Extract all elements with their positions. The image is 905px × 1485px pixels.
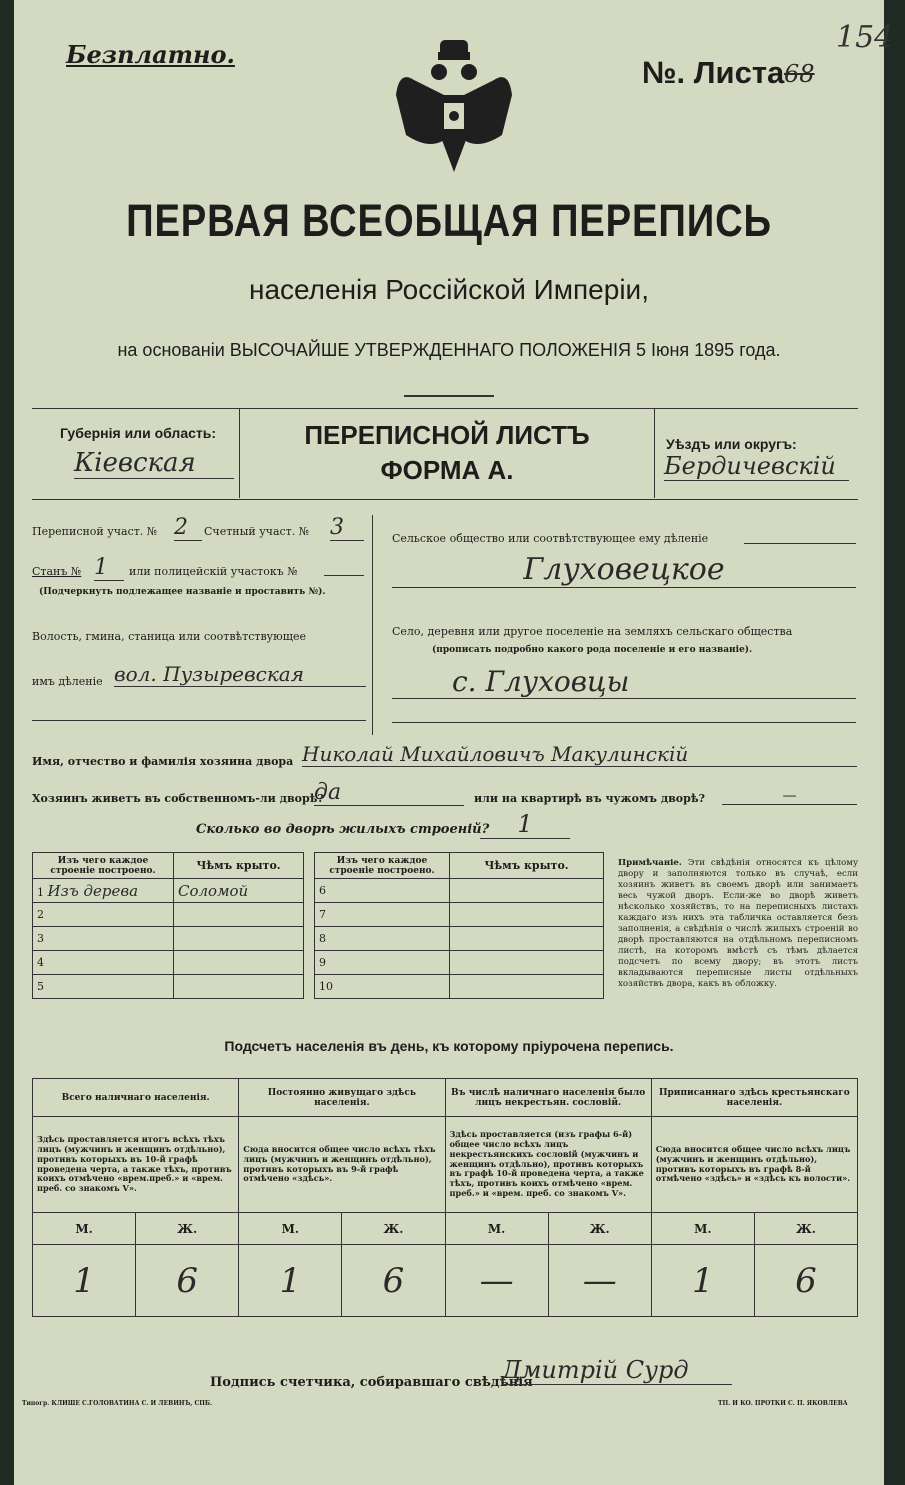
column-header: Всего наличнаго населенія. bbox=[33, 1079, 239, 1117]
main-title: ПЕРВАЯ ВСЕОБЩАЯ ПЕРЕПИСЬ bbox=[126, 195, 772, 246]
buildings-value: 1 bbox=[480, 810, 570, 839]
male-count: 1 bbox=[239, 1245, 342, 1317]
signature-value: Дмитрій Сурд bbox=[502, 1356, 732, 1385]
female-label: Ж. bbox=[136, 1213, 239, 1245]
stan-label: Станъ № bbox=[32, 565, 82, 578]
table-row: 5 bbox=[33, 975, 174, 999]
sheet-number-label: №. Листа bbox=[642, 55, 785, 90]
table-row: 10 bbox=[315, 975, 450, 999]
police-label: или полицейскій участокъ № bbox=[129, 565, 298, 578]
volost-label: Волость, гмина, станица или соотвѣтствующее bbox=[32, 630, 306, 643]
count-area-label: Счетный участ. № bbox=[204, 525, 310, 538]
owner-name-value: Николай Михайловичъ Макулинскій bbox=[302, 742, 857, 767]
printer-left: Типогр. КЛИШЕ С.ГОЛОВАТИНА С. И ЛЕВИНЪ, СПБ. bbox=[22, 1400, 213, 1407]
roof-cell: Соломой bbox=[174, 879, 304, 903]
male-label: М. bbox=[651, 1213, 754, 1245]
table-row: 7 bbox=[315, 903, 450, 927]
census-area-label: Переписной участ. № bbox=[32, 525, 158, 538]
village-value: с. Глуховцы bbox=[392, 665, 856, 699]
table-row: 9 bbox=[315, 951, 450, 975]
legal-basis: на основаніи ВЫСОЧАЙШЕ УТВЕРЖДЕННАГО ПОЛОЖЕНІЯ 5 Іюня 1895 года. bbox=[117, 340, 781, 360]
table-row: 4 bbox=[33, 951, 174, 975]
form-subtitle: ФОРМА А. bbox=[380, 455, 514, 485]
buildings-label: Сколько во дворѣ жилыхъ строеній? bbox=[196, 822, 490, 837]
census-area-value: 2 bbox=[174, 515, 202, 541]
gubernia-value: Кіевская bbox=[74, 448, 234, 479]
roof-cell bbox=[174, 903, 304, 927]
male-label: М. bbox=[33, 1213, 136, 1245]
female-label: Ж. bbox=[754, 1213, 857, 1245]
female-count: 6 bbox=[342, 1245, 445, 1317]
own-yard-value: да bbox=[314, 780, 464, 806]
material-header: Изъ чего каждое строеніе построено. bbox=[315, 853, 450, 879]
female-count: — bbox=[548, 1245, 651, 1317]
roof-cell bbox=[450, 975, 604, 999]
village-label: Село, деревня или другое поселеніе на земляхъ сельскаго общества bbox=[392, 625, 793, 638]
society-label: Сельское общество или соотвѣтствующее ему дѣленіе bbox=[392, 532, 709, 545]
population-title: Подсчетъ населенія въ день, къ которому пріурочена перепись. bbox=[224, 1038, 674, 1054]
signature-label: Подпись счетчика, собиравшаго свѣдѣнія bbox=[210, 1375, 533, 1390]
uezd-value: Бердичевскій bbox=[664, 452, 849, 481]
count-area-value: 3 bbox=[330, 515, 364, 541]
column-divider bbox=[372, 515, 373, 735]
male-count: 1 bbox=[33, 1245, 136, 1317]
police-value-line bbox=[324, 575, 364, 576]
society-value: Глуховецкое bbox=[392, 552, 856, 588]
roof-header: Чѣмъ крыто. bbox=[174, 853, 304, 879]
sheet-number-value: 68 bbox=[784, 60, 815, 88]
printer-right: ТП. И КО. ПРОТКИ С. П. ЯКОВЛЕВА bbox=[718, 1400, 848, 1407]
rent-label: или на квартирѣ въ чужомъ дворѣ? bbox=[474, 792, 705, 805]
blank-line bbox=[32, 720, 366, 721]
rent-value: — bbox=[722, 788, 857, 805]
male-label: М. bbox=[445, 1213, 548, 1245]
female-label: Ж. bbox=[548, 1213, 651, 1245]
free-label: Безплатно. bbox=[66, 40, 235, 69]
table-row: 3 bbox=[33, 927, 174, 951]
population-table bbox=[32, 1078, 858, 1317]
table-row: 2 bbox=[33, 903, 174, 927]
roof-cell bbox=[450, 927, 604, 951]
male-count: 1 bbox=[651, 1245, 754, 1317]
female-count: 6 bbox=[754, 1245, 857, 1317]
column-desc: Здѣсь проставляется итогъ всѣхъ тѣхъ лицъ (мужчинъ и женщинъ отдѣльно), противъ которыхъ въ 10-й графѣ проведена черта, а также тѣхъ, противъ коихъ отмѣчено «врем.преб.» и «врем. преб. со знакомъ V». bbox=[33, 1117, 239, 1213]
roof-cell bbox=[450, 903, 604, 927]
female-count: 6 bbox=[136, 1245, 239, 1317]
roof-cell bbox=[174, 975, 304, 999]
female-label: Ж. bbox=[342, 1213, 445, 1245]
male-label: М. bbox=[239, 1213, 342, 1245]
owner-name-label: Имя, отчество и фамилія хозяина двора bbox=[32, 755, 294, 768]
column-header: Въ числѣ наличнаго населенія было лицъ некрестьян. сословій. bbox=[445, 1079, 651, 1117]
column-header: Приписаннаго здѣсь крестьянскаго населенія. bbox=[651, 1079, 857, 1117]
column-desc: Сюда вносится общее число всѣхъ лицъ (мужчинъ и женщинъ отдѣльно), противъ которыхъ въ графѣ 8-й отмѣчено «здѣсь» и «здѣсь къ волости». bbox=[651, 1117, 857, 1213]
table-row: 8 bbox=[315, 927, 450, 951]
roof-cell bbox=[174, 927, 304, 951]
male-count: — bbox=[445, 1245, 548, 1317]
note-block bbox=[618, 858, 858, 990]
column-header: Постоянно живущаго здѣсь населенія. bbox=[239, 1079, 445, 1117]
subtitle: населенія Россійской Имперіи, bbox=[249, 274, 649, 305]
column-desc: Сюда вносится общее число всѣхъ тѣхъ лицъ (мужчинъ и женщинъ отдѣльно), противъ которыхъ въ 9-й графѣ отмѣчено «здѣсь». bbox=[239, 1117, 445, 1213]
note-title: Примѣчаніе. bbox=[618, 858, 682, 868]
table-row: 6 bbox=[315, 879, 450, 903]
page-number-value: 154 bbox=[836, 20, 894, 55]
underline-note: (Подчеркнуть подлежащее названіе и проставить №). bbox=[39, 587, 326, 597]
ornament-divider bbox=[404, 395, 494, 397]
village-note: (прописать подробно какого рода поселеніе и его названіе). bbox=[432, 645, 753, 655]
roof-header: Чѣмъ крыто. bbox=[450, 853, 604, 879]
roof-cell bbox=[174, 951, 304, 975]
stan-value: 1 bbox=[94, 555, 124, 581]
own-yard-label: Хозяинъ живетъ въ собственномъ-ли дворѣ? bbox=[32, 792, 324, 805]
material-header: Изъ чего каждое строеніе построено. bbox=[33, 853, 174, 879]
census-sheet bbox=[14, 0, 894, 1485]
uezd-label: Уѣздъ или округъ: bbox=[666, 436, 797, 452]
buildings-table-left bbox=[32, 852, 304, 999]
roof-cell bbox=[450, 879, 604, 903]
division-value: вол. Пузыревская bbox=[114, 662, 366, 687]
buildings-table-right bbox=[314, 852, 604, 999]
table-row: 1 Изъ дерева bbox=[33, 879, 174, 903]
note-text: Эти свѣдѣнія относятся къ цѣлому двору и заполняются только въ случаѣ, если хозяинъ живетъ въ своемъ дворѣ или занимаетъ весь чужой дворъ. Если-же во дворѣ живетъ нѣсколько хозяйствъ, то на переписныхъ листахъ каждаго изъ нихъ эта табличка оставляется безъ заполненія, а свѣдѣнія о числѣ жилыхъ строеній во дворѣ проставляются на отдѣльномъ переписномъ листѣ, на которомъ вмѣстѣ съ тѣмъ дѣлается подсчетъ по всему двору; въ этотъ листъ вкладываются переписные листы отдѣльныхъ хозяйствъ двора, какъ въ обложку. bbox=[618, 858, 859, 989]
divider bbox=[654, 408, 655, 498]
roof-cell bbox=[450, 951, 604, 975]
division-label: имъ дѣленіе bbox=[32, 675, 103, 688]
society-line bbox=[744, 543, 856, 544]
form-title: ПЕРЕПИСНОЙ ЛИСТЪ bbox=[304, 420, 590, 450]
gubernia-label: Губернія или область: bbox=[60, 425, 217, 441]
column-desc: Здѣсь проставляется (изъ графы 6-й) общее число всѣхъ лицъ некрестьянскихъ сословій (мужчинъ и женщинъ отдѣльно), противъ которыхъ въ графѣ 10-й проведена черта, а также тѣхъ, противъ коихъ отмѣчено «врем. преб.» и «врем. преб. со знакомъ V». bbox=[445, 1117, 651, 1213]
blank-line bbox=[392, 722, 856, 723]
imperial-eagle-emblem bbox=[394, 40, 514, 175]
